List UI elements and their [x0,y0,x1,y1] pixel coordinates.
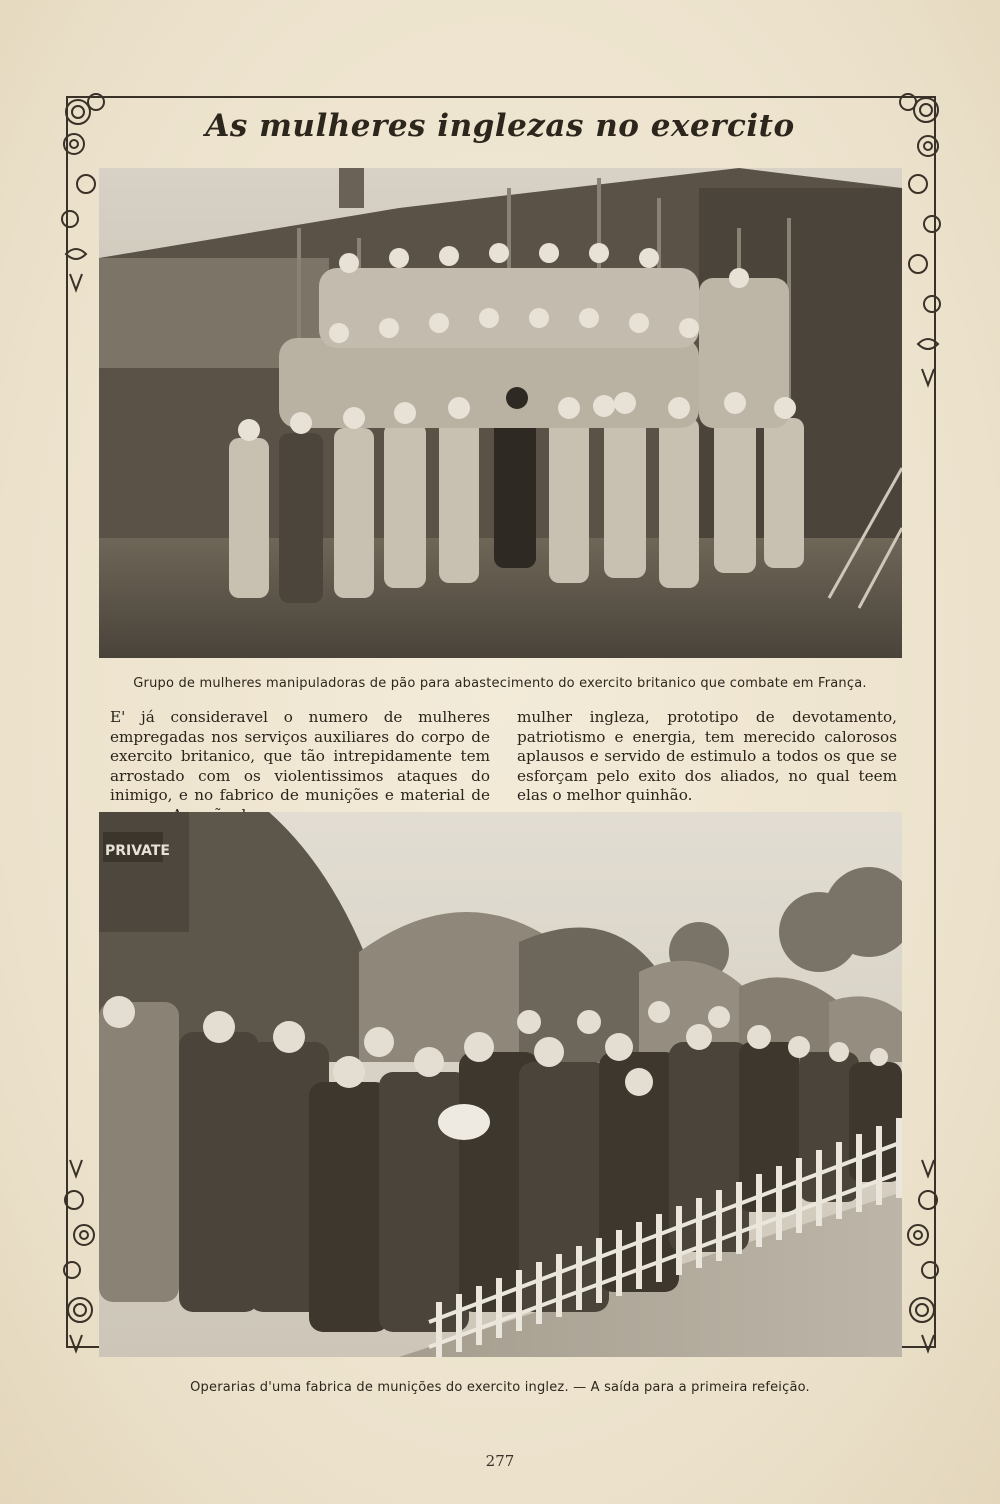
body-text-right-column: mulher ingleza, prototipo de devotamento, patriotismo e energia, tem merecido calorosos aplausos e servido de estimulo a todos os que se esforçam pelo exito dos aliados, no qual teem elas o melhor quinhão. [517,708,897,804]
private-sign: PRIVATE [105,843,170,859]
photo-munitions-workers [99,812,902,1357]
page-number: 277 [485,1452,515,1470]
photo1-caption: Grupo de mulheres manipuladoras de pão para abastecimento do exercito britanico que combate em França. [133,676,867,691]
photo-bakery-women-group [99,168,902,658]
photo2-caption: Operarias d'uma fabrica de munições do exercito inglez. — A saída para a primeira refeição. [190,1380,810,1395]
article-title: As mulheres inglezas no exercito [205,108,795,144]
body-text-left-column: E' já consideravel o numero de mulheres empregadas nos serviços auxiliares do corpo de exercito britanico, que tão intrepidamente tem arrostado com os violentissimos ataques do inimigo, e no fabrico de munições e material de [110,708,490,804]
